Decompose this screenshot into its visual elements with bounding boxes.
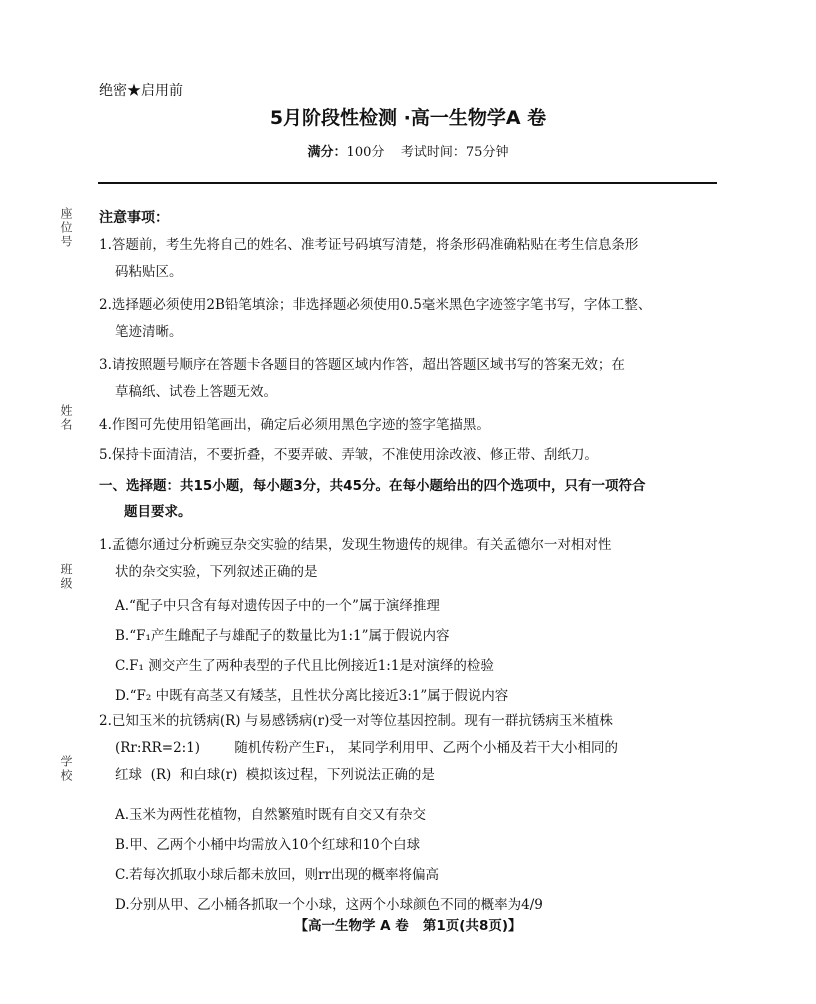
notice-item-line: 4.作图可先使用铅笔画出，确定后必须用黑色字迹的签字笔描黑。 [99, 417, 490, 433]
question-1-option-b: B.“F₁产生雌配子与雄配子的数量比为1:1”属于假说内容 [115, 628, 450, 644]
notice-item-line: 草稿纸、试卷上答题无效。 [115, 384, 277, 400]
exam-info [0, 141, 816, 160]
notice-item-line: 笔迹清晰。 [115, 324, 183, 340]
section-heading-line: 题目要求。 [124, 504, 192, 520]
question-1-option-d: D.“F₂ 中既有高茎又有矮茎，且性状分离比接近3:1”属于假说内容 [115, 688, 509, 704]
question-stem-line: 1.孟德尔通过分析豌豆杂交实验的结果，发现生物遗传的规律。有关孟德尔一对相对性 [99, 537, 612, 553]
notice-heading: 注意事项： [99, 210, 169, 226]
side-label-seat: 座位号 [59, 207, 73, 249]
confidential-label: 绝密★启用前 [99, 83, 183, 99]
question-2-option-d: D.分别从甲、乙小桶各抓取一个小球，这两个小球颜色不同的概率为4/9 [115, 897, 543, 913]
score-value: 100分 [346, 145, 385, 160]
side-label-class: 班级 [59, 563, 73, 591]
question-2-option-c: C.若每次抓取小球后都未放回，则rr出现的概率将偏高 [115, 867, 440, 883]
notice-item-line: 2.选择题必须使用2B铅笔填涂；非选择题必须使用0.5毫米黑色字迹签字笔书写，字体工整、 [99, 297, 652, 313]
question-stem-line: 2.已知玉米的抗锈病(R) 与易感锈病(r)受一对等位基因控制。现有一群抗锈病玉米植株 [99, 713, 613, 729]
section-heading [99, 473, 719, 525]
question-1-option-c: C.F₁ 测交产生了两种表型的子代且比例接近1:1是对演绎的检验 [115, 658, 494, 674]
notice-item [99, 412, 719, 439]
score-label: 满分： [307, 145, 347, 160]
notice-item [99, 292, 719, 346]
question-stem-line: (Rr:RR=2:1) 随机传粉产生F₁， 某同学利用甲、乙两个小桶及若干大小相同的 [115, 740, 618, 756]
notice-item [99, 352, 719, 406]
question-stem-line: 状的杂交实验，下列叙述正确的是 [115, 564, 318, 580]
side-label-school: 学校 [59, 755, 73, 783]
exam-title: 5月阶段性检测 ·高一生物学A 卷 [269, 107, 547, 129]
side-label-name: 姓名 [59, 404, 73, 432]
notice-item [99, 232, 719, 286]
page-footer: 【高一生物学 A 卷 第1页(共8页)】 [294, 918, 522, 934]
question-2-option-a: A.玉米为两性花植物，自然繁殖时既有自交又有杂交 [115, 807, 427, 823]
question-1-option-a: A.“配子中只含有每对遗传因子中的一个”属于演绎推理 [115, 598, 440, 614]
notice-item-line: 码粘贴区。 [115, 264, 183, 280]
notice-item-line: 5.保持卡面清洁，不要折叠，不要弄破、弄皱，不准使用涂改液、修正带、刮纸刀。 [99, 447, 598, 463]
section-heading-line: 一、选择题：共15小题，每小题3分，共45分。在每小题给出的四个选项中，只有一项符合 [99, 478, 646, 494]
header-divider [98, 182, 717, 184]
question-2-option-b: B.甲、乙两个小桶中均需放入10个红球和10个白球 [115, 837, 421, 853]
question-stem-line: 红球 (R) 和白球(r) 模拟该过程，下列说法正确的是 [115, 767, 435, 783]
exam-time: 考试时间：75分钟 [400, 145, 509, 160]
question-1-stem [99, 532, 719, 586]
notice-item-line: 3.请按照题号顺序在答题卡各题目的答题区域内作答，超出答题区域书写的答案无效；在 [99, 357, 625, 373]
question-2-stem [99, 708, 719, 789]
notice-item [99, 442, 719, 469]
notice-item-line: 1.答题前，考生先将自己的姓名、准考证号码填写清楚，将条形码准确粘贴在考生信息条形 [99, 237, 639, 253]
